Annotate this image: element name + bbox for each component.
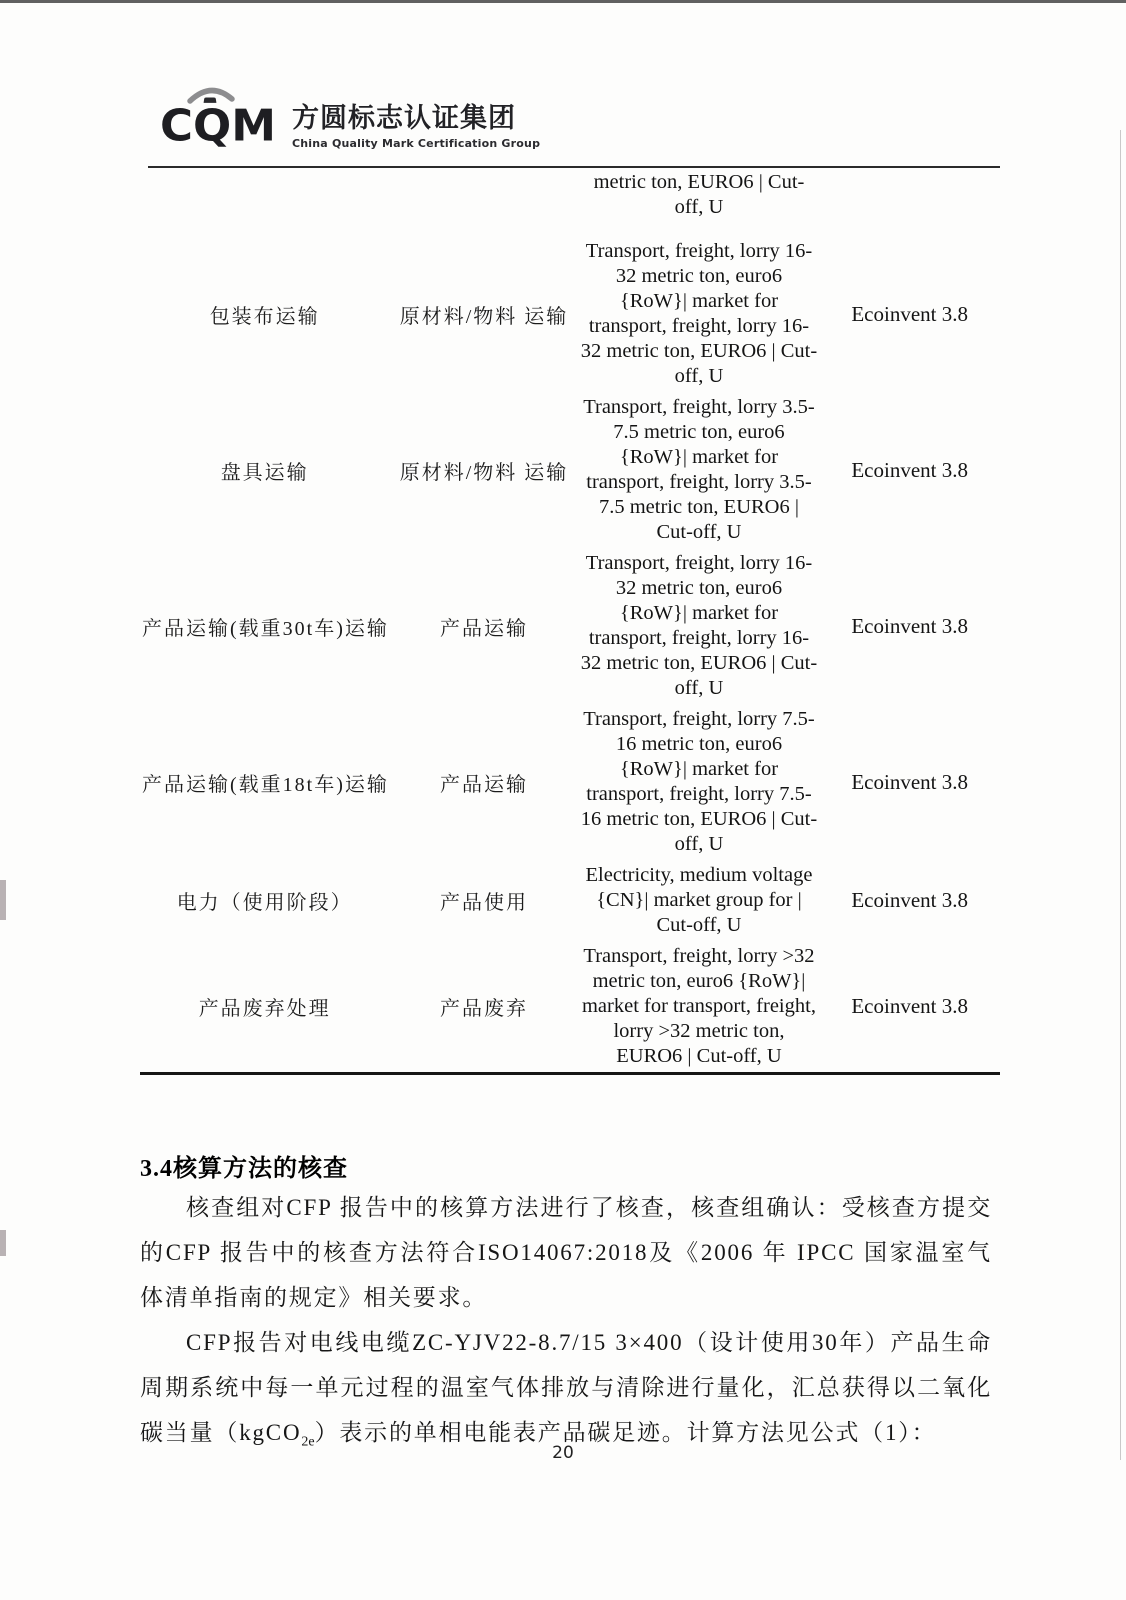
cell-source: Ecoinvent 3.8: [851, 888, 968, 912]
table-row: [140, 941, 1000, 1074]
logo-text: CQM: [160, 100, 277, 151]
page-header: [160, 98, 540, 154]
cell-dataset: Transport, freight, lorry 16-32 metric ton, euro6 {RoW}| market for transport, freight, lorry 16-32 metric ton, EURO6 | Cut-off, U: [580, 552, 818, 699]
table-row: [140, 548, 1000, 704]
cell-dataset: Transport, freight, lorry 16-32 metric ton, euro6 {RoW}| market for transport, freight, lorry 16-32 metric ton, EURO6 | Cut-off, U: [580, 240, 818, 387]
section-body: [140, 1185, 992, 1465]
table-row: [140, 392, 1000, 548]
cell-activity: 盘具运输: [220, 461, 309, 484]
scan-edge-top: [0, 0, 1126, 3]
cell-category: 产品运输: [439, 773, 528, 796]
table-row: [140, 704, 1000, 860]
cell-activity: 电力（使用阶段）: [176, 892, 353, 914]
cell-dataset: Transport, freight, lorry 3.5-7.5 metric ton, euro6 {RoW}| market for transport, freight, lorry 3.5-7.5 metric ton, EURO6 | Cut-off, U: [583, 396, 815, 543]
co2e-subscript: 2e: [301, 1434, 315, 1450]
cell-dataset: Transport, freight, lorry 7.5-16 metric ton, euro6 {RoW}| market for transport, freight, lorry 7.5-16 metric ton, EURO6 | Cut-off, U: [580, 708, 818, 855]
brand-block: [292, 98, 540, 150]
paragraph-1: 核查组对CFP 报告中的核算方法进行了核查，核查组确认：受核查方提交的CFP 报告中的核查方法符合ISO14067:2018及《2006 年 IPCC 国家温室气体清单指南的规定》相关要求。: [140, 1195, 992, 1310]
cell-category: 产品废弃: [439, 998, 528, 1020]
table-row-carryover: [140, 168, 1000, 236]
cell-activity: 产品废弃处理: [198, 998, 331, 1020]
table-row: [140, 236, 1000, 392]
cell-empty: [140, 168, 389, 236]
cell-source: Ecoinvent 3.8: [851, 994, 968, 1018]
paragraph-2-text: ）表示的单相电能表产品碳足迹。计算方法见公式（1）：: [314, 1420, 937, 1445]
cell-dataset: Transport, freight, lorry >32 metric ton, euro6 {RoW}| market for transport, freight, lorry >32 metric ton, EURO6 | Cut-off, U: [581, 945, 816, 1067]
cell-source: Ecoinvent 3.8: [851, 613, 968, 638]
cell-category: 原材料/物料 运输: [399, 305, 569, 328]
cell-dataset: Electricity, medium voltage {CN}| market group for | Cut-off, U: [585, 864, 813, 936]
cell-activity: 包装布运输: [209, 305, 320, 328]
cell-category: 产品运输: [439, 617, 528, 640]
cell-category: 原材料/物料 运输: [399, 461, 569, 484]
section-heading: 3.4核算方法的核查: [140, 1156, 348, 1182]
cell-source: Ecoinvent 3.8: [851, 301, 968, 326]
cell-dataset-carryover: metric ton, EURO6 | Cut-off, U: [593, 171, 805, 218]
scan-edge-right: [1120, 130, 1121, 1460]
cell-activity: 产品运输(载重18t车)运输: [142, 773, 389, 796]
cell-empty: [389, 168, 578, 236]
paragraph-2-text: CFP报告对电线电缆ZC-YJV22-8.7/15 3×400（设计使用30年）产品生命周期系统中每一单元过程的温室气体排放与清除进行量化，汇总获得以二氧化碳当量（kgCO: [140, 1330, 992, 1445]
brand-name-cn: 方圆标志认证集团: [292, 103, 516, 134]
table-row: [140, 860, 1000, 941]
cell-category: 产品使用: [439, 892, 528, 914]
cell-empty: [819, 168, 1000, 236]
brand-name-en: China Quality Mark Certification Group: [292, 137, 541, 150]
cqm-logo: [160, 98, 278, 154]
cell-source: Ecoinvent 3.8: [851, 457, 968, 482]
cell-source: Ecoinvent 3.8: [851, 769, 968, 794]
scan-artifact: [0, 1230, 6, 1256]
scan-artifact: [0, 880, 6, 920]
cell-activity: 产品运输(载重30t车)运输: [142, 617, 389, 640]
page-number: 20: [552, 1443, 574, 1463]
lci-dataset-table: [140, 168, 1000, 1075]
